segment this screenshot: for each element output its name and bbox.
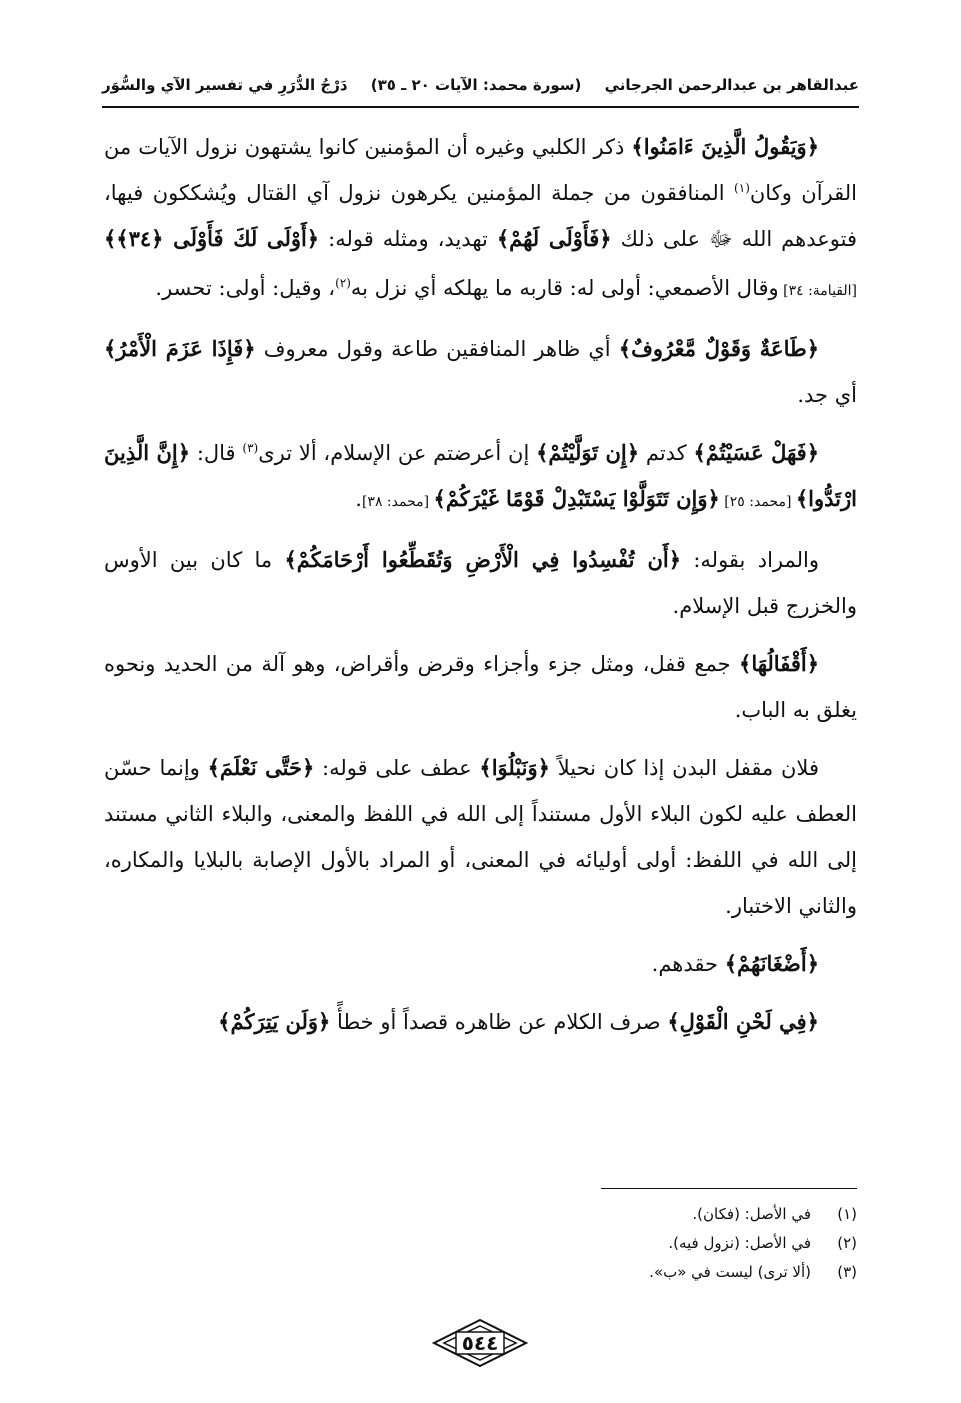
quran-verse: ﴿أَضْغَانَهُمْ﴾	[724, 951, 819, 976]
quran-verse: ﴿فِي لَحْنِ الْقَوْلِ﴾	[667, 1009, 819, 1034]
paragraph-text: ما كان بين الأوس والخزرج قبل الإسلام.	[104, 548, 857, 618]
quran-verse: ﴿وَلَن يَتِرَكُمْ﴾	[218, 1009, 331, 1034]
page-number: ٥٤٤	[461, 1331, 499, 1355]
paragraph-text: أي ظاهر المنافقين طاعة وقول معروف	[255, 337, 619, 361]
quran-verse: ﴿أَوْلَى لَكَ فَأَوْلَى ﴿٣٤﴾﴾	[104, 226, 320, 251]
footnote	[104, 1258, 857, 1287]
paragraph	[104, 537, 857, 629]
footnotes	[104, 1200, 857, 1287]
paragraph	[104, 999, 857, 1045]
paragraph-text: وإنما حسّن العطف عليه لكون البلاء الأول مستنداً إلى الله في اللفظ والمعنى، والبلاء الثاني مستند إلى الله في اللفظ: أولى أوليائه في المعنى، أو المراد بالأول الإصابة بالبلايا والمكاره، والثاني الاختبار.	[104, 756, 857, 918]
footnote-text: في الأصل: (فكان).	[692, 1205, 811, 1223]
footnote-text: في الأصل: (نزول فيه).	[668, 1234, 811, 1252]
quran-verse: ﴿فَأَوْلَى لَهُمْ﴾	[496, 226, 612, 251]
footnote-divider	[601, 1188, 857, 1189]
quran-verse: ﴿أَن تُفْسِدُوا فِي الْأَرْضِ وَتُقَطِّعُوا أَرْحَامَكُمْ﴾	[284, 547, 682, 572]
paragraph-text: جمع قفل، ومثل جزء وأجزاء وقرض وأقراض، وهو آلة من الحديد ونحوه يغلق به الباب.	[104, 652, 857, 722]
paragraph-text: كدتم	[639, 441, 694, 465]
quran-verse: ﴿إِنَّ الَّذِينَ ارْتَدُّوا﴾	[104, 440, 857, 511]
paragraph-text: وقال الأصمعي: أولى له: قاربه ما يهلكه أي نزل به	[350, 276, 779, 300]
footnote-number: (٣)	[837, 1263, 857, 1281]
verse-reference: [محمد: ٣٨]	[361, 494, 434, 510]
footnote-marker: (٣)	[242, 441, 259, 455]
footnote-marker: (٢)	[335, 276, 351, 290]
footnote-text: (ألا ترى) ليست في «ب».	[649, 1263, 811, 1281]
paragraph-text: عطف على قوله:	[314, 756, 480, 780]
footnote-marker: (١)	[734, 181, 750, 195]
paragraph	[104, 641, 857, 733]
paragraph-text: حقدهم.	[651, 952, 725, 976]
footnote	[104, 1229, 857, 1258]
paragraph-text: ، وقيل: أولى: تحسر.	[155, 276, 336, 300]
footnote-number: (١)	[837, 1205, 857, 1223]
page-number-ornament	[432, 1318, 528, 1368]
main-text	[104, 124, 857, 1057]
paragraph-text: أي جد.	[797, 383, 857, 407]
paragraph	[104, 745, 857, 929]
quran-verse: ﴿طَاعَةٌ وَقَوْلٌ مَّعْرُوفٌ﴾	[618, 336, 819, 361]
quran-verse: ﴿إِن تَوَلَّيْتُمْ﴾	[536, 440, 640, 465]
paragraph	[104, 430, 857, 525]
paragraph-text: فلان مقفل البدن إذا كان نحيلاً	[549, 756, 819, 780]
paragraph	[104, 124, 857, 314]
footnote-number: (٢)	[837, 1234, 857, 1252]
header-section: (سورة محمد: الآيات ٢٠ ـ ٣٥)	[370, 76, 582, 94]
header-book-title: دَرْجُ الدُّرَرِ في تفسير الآي والسُّوَر	[102, 76, 348, 94]
quran-verse: ﴿حَتَّى نَعْلَمَ﴾	[207, 755, 315, 780]
paragraph-text: قال:	[190, 441, 243, 465]
header-author: عبدالقاهر بن عبدالرحمن الجرجاني	[604, 76, 859, 94]
paragraph-text: إن أعرضتم عن الإسلام، ألا ترى	[258, 441, 537, 465]
header-divider	[102, 106, 859, 108]
paragraph	[104, 941, 857, 987]
paragraph-text: المنافقون من جملة المؤمنين يكرهون نزول آي القتال ويُشككون فيها، فتوعدهم الله ﷻ على ذلك	[104, 181, 857, 251]
running-header	[102, 68, 859, 102]
verse-reference: [القيامة: ٣٤]	[778, 283, 857, 299]
paragraph-text: تهديد، ومثله قوله:	[319, 227, 497, 251]
quran-verse: ﴿فَإِذَا عَزَمَ الْأَمْرُ﴾	[104, 336, 256, 361]
verse-reference: [محمد: ٢٥]	[719, 494, 796, 510]
paragraph	[104, 326, 857, 418]
paragraph-text: صرف الكلام عن ظاهره قصداً أو خطأً	[330, 1010, 668, 1034]
paragraph-text: ذكر الكلبي وغيره أن المؤمنين كانوا يشتهون نزول الآيات من القرآن وكان	[104, 135, 857, 205]
paragraph-text: والمراد بقوله:	[681, 548, 819, 572]
quran-verse: ﴿أَقْفَالُهَا﴾	[739, 651, 819, 676]
quran-verse: ﴿وَيَقُولُ الَّذِينَ ءَامَنُوا﴾	[631, 134, 819, 159]
paragraph-text: .	[355, 487, 362, 511]
quran-verse: ﴿فَهَلْ عَسَيْتُمْ﴾	[693, 440, 819, 465]
quran-verse: ﴿وَنَبْلُوَا﴾	[479, 755, 550, 780]
footnote	[104, 1200, 857, 1229]
quran-verse: ﴿وَإِن تَتَوَلَّوْا يَسْتَبْدِلْ قَوْمًا غَيْرَكُمْ﴾	[433, 486, 720, 511]
